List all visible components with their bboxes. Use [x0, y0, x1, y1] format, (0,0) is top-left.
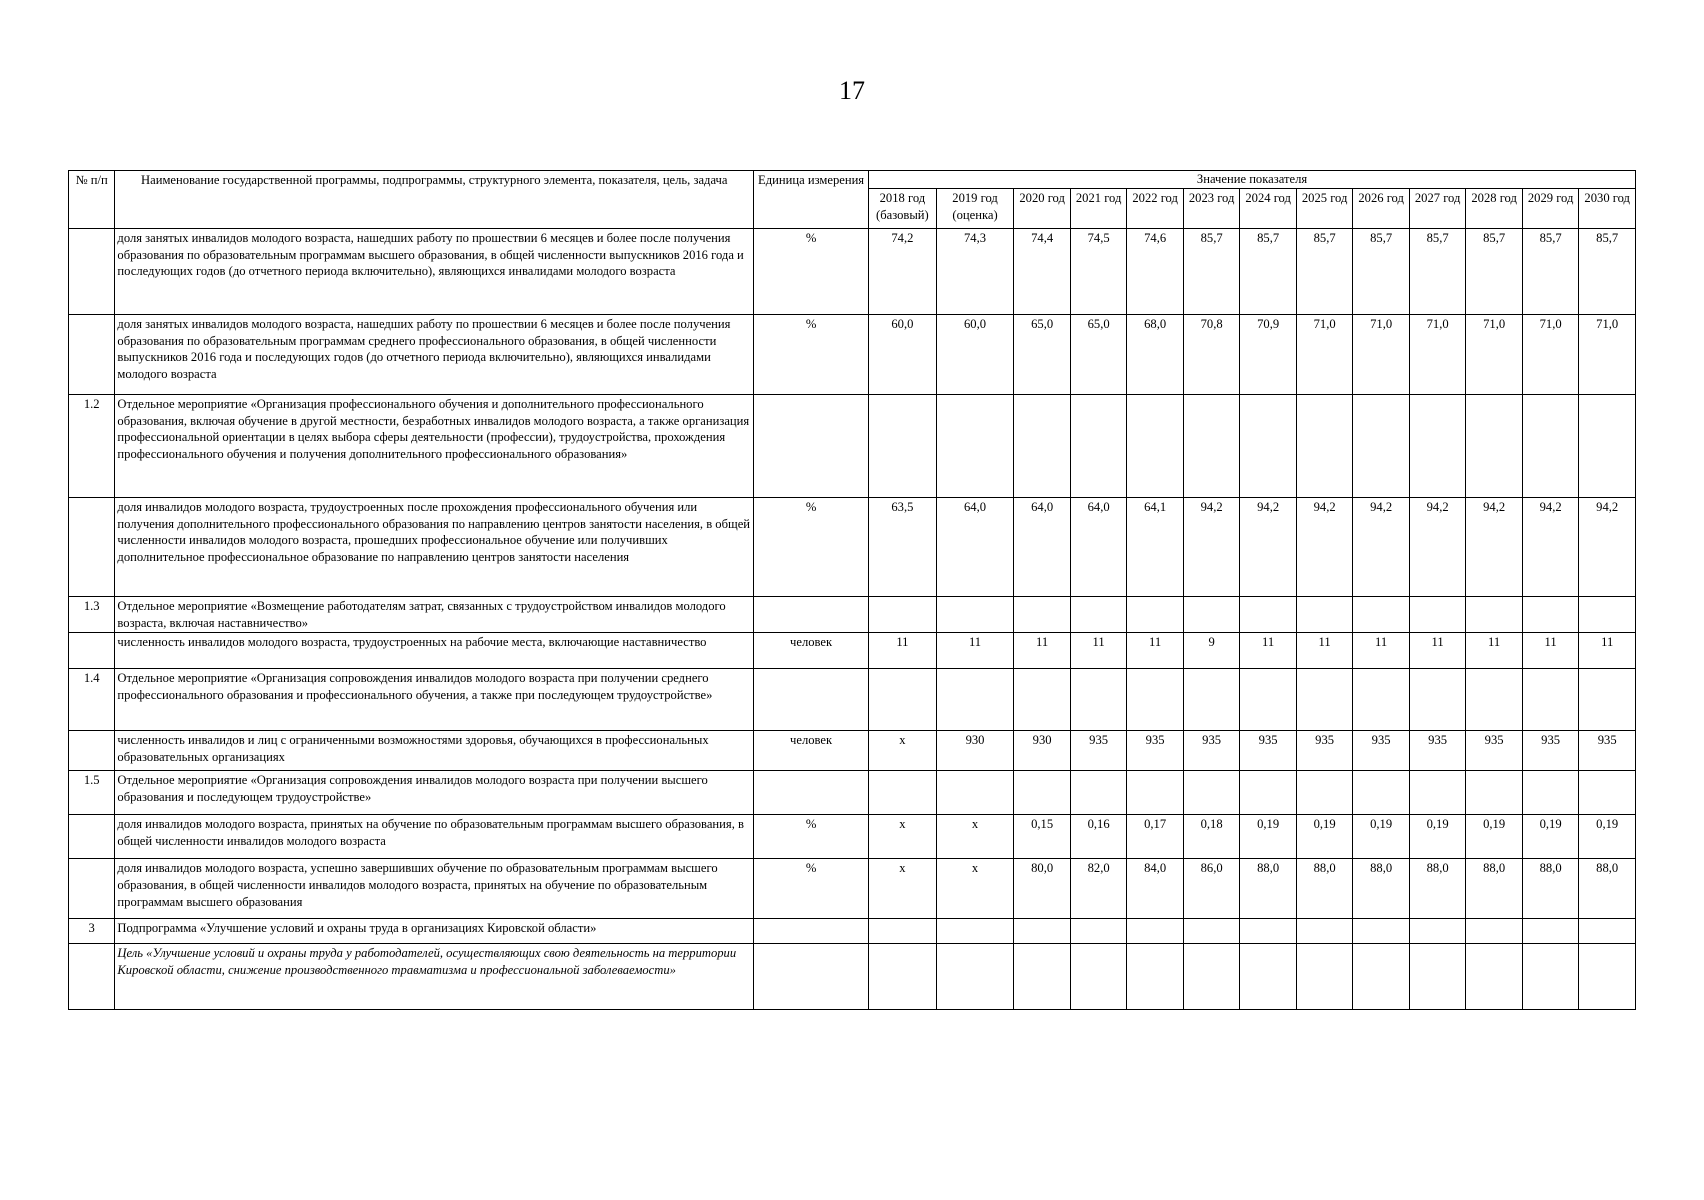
row-value: 70,9: [1240, 315, 1297, 395]
row-value: [1522, 944, 1579, 1010]
row-value: 64,1: [1127, 498, 1184, 597]
header-year: 2018 год (базовый): [869, 189, 937, 229]
row-value: [1014, 669, 1071, 731]
row-value: 82,0: [1070, 859, 1127, 919]
row-value: [1353, 771, 1410, 815]
row-value: [1579, 771, 1636, 815]
row-number: [69, 815, 115, 859]
table-row: [69, 771, 1636, 815]
row-value: 0,19: [1240, 815, 1297, 859]
row-number: [69, 498, 115, 597]
row-value: 935: [1409, 731, 1466, 771]
row-value: [1409, 395, 1466, 498]
table-row: [69, 815, 1636, 859]
row-value: 0,17: [1127, 815, 1184, 859]
table-row: [69, 498, 1636, 597]
row-value: 935: [1466, 731, 1523, 771]
row-value: [1409, 944, 1466, 1010]
table-row: [69, 597, 1636, 633]
header-value-group: Значение показателя: [869, 171, 1636, 189]
row-value: [1296, 395, 1353, 498]
row-value: 88,0: [1240, 859, 1297, 919]
row-value: [869, 597, 937, 633]
table-row: [69, 395, 1636, 498]
row-value: x: [869, 731, 937, 771]
table-row: [69, 944, 1636, 1010]
row-value: 0,15: [1014, 815, 1071, 859]
row-number: [69, 731, 115, 771]
row-value: 88,0: [1522, 859, 1579, 919]
header-year: 2022 год: [1127, 189, 1184, 229]
row-value: [1014, 395, 1071, 498]
row-value: [1240, 771, 1297, 815]
row-number: 1.2: [69, 395, 115, 498]
row-value: 85,7: [1522, 229, 1579, 315]
row-unit: [754, 395, 869, 498]
row-value: [1466, 944, 1523, 1010]
row-value: 74,4: [1014, 229, 1071, 315]
row-value: 85,7: [1353, 229, 1410, 315]
row-value: 88,0: [1409, 859, 1466, 919]
table-header: [69, 171, 1636, 229]
row-value: 74,6: [1127, 229, 1184, 315]
row-name: Отдельное мероприятие «Возмещение работодателям затрат, связанных с трудоустройством инвалидов молодого возраста, включая наставничество»: [115, 597, 754, 633]
row-value: [1296, 597, 1353, 633]
row-value: [1127, 771, 1184, 815]
row-value: 0,19: [1466, 815, 1523, 859]
row-value: 71,0: [1466, 315, 1523, 395]
header-unit: Единица измерения: [754, 171, 869, 229]
row-value: [1522, 597, 1579, 633]
row-value: [1579, 944, 1636, 1010]
table-body: [69, 229, 1636, 1010]
row-value: 85,7: [1240, 229, 1297, 315]
row-value: 0,19: [1522, 815, 1579, 859]
row-value: 0,19: [1353, 815, 1410, 859]
row-value: 11: [1240, 633, 1297, 669]
row-value: [1127, 919, 1184, 944]
row-value: 11: [1522, 633, 1579, 669]
row-value: [1579, 669, 1636, 731]
header-year: 2024 год: [1240, 189, 1297, 229]
row-value: [1522, 771, 1579, 815]
row-value: 64,0: [1070, 498, 1127, 597]
row-value: [1014, 597, 1071, 633]
row-unit: [754, 669, 869, 731]
row-value: 11: [1409, 633, 1466, 669]
row-value: [936, 919, 1014, 944]
row-value: 11: [1353, 633, 1410, 669]
row-value: [1353, 597, 1410, 633]
row-value: [1409, 771, 1466, 815]
row-value: 11: [1296, 633, 1353, 669]
table-row: [69, 315, 1636, 395]
row-value: [1183, 944, 1240, 1010]
row-name: Отдельное мероприятие «Организация сопровождения инвалидов молодого возраста при получении среднего профессионального образования и профессионального обучения, а также при последующем трудоустройстве»: [115, 669, 754, 731]
row-value: [1070, 669, 1127, 731]
row-value: 64,0: [936, 498, 1014, 597]
row-value: [869, 771, 937, 815]
row-value: 11: [869, 633, 937, 669]
row-value: 63,5: [869, 498, 937, 597]
row-value: [936, 395, 1014, 498]
row-value: 85,7: [1409, 229, 1466, 315]
row-value: [1127, 669, 1184, 731]
row-value: [869, 944, 937, 1010]
header-year: 2019 год (оценка): [936, 189, 1014, 229]
row-value: [1409, 597, 1466, 633]
row-value: 71,0: [1353, 315, 1410, 395]
row-value: [1070, 771, 1127, 815]
row-value: 11: [936, 633, 1014, 669]
row-value: 85,7: [1183, 229, 1240, 315]
row-value: [1296, 919, 1353, 944]
row-value: 64,0: [1014, 498, 1071, 597]
row-value: 935: [1183, 731, 1240, 771]
row-value: 94,2: [1522, 498, 1579, 597]
row-number: 3: [69, 919, 115, 944]
row-name: доля инвалидов молодого возраста, принятых на обучение по образовательным программам высшего образования, в общей численности инвалидов молодого возраста: [115, 815, 754, 859]
row-name: Отдельное мероприятие «Организация сопровождения инвалидов молодого возраста при получении высшего образования и последующем трудоустройстве»: [115, 771, 754, 815]
row-value: [1240, 395, 1297, 498]
row-value: [1353, 919, 1410, 944]
row-value: 88,0: [1579, 859, 1636, 919]
row-value: [1522, 395, 1579, 498]
row-value: [1014, 771, 1071, 815]
row-value: [1183, 919, 1240, 944]
row-value: x: [936, 859, 1014, 919]
header-year: 2029 год: [1522, 189, 1579, 229]
row-number: [69, 229, 115, 315]
row-value: 94,2: [1409, 498, 1466, 597]
row-value: [1240, 944, 1297, 1010]
row-value: 11: [1466, 633, 1523, 669]
header-year: 2020 год: [1014, 189, 1071, 229]
row-name: численность инвалидов и лиц с ограниченными возможностями здоровья, обучающихся в профессиональных образовательных организациях: [115, 731, 754, 771]
row-value: [1070, 919, 1127, 944]
row-value: 0,16: [1070, 815, 1127, 859]
row-name: численность инвалидов молодого возраста, трудоустроенных на рабочие места, включающие наставничество: [115, 633, 754, 669]
header-year: 2026 год: [1353, 189, 1410, 229]
row-value: [936, 669, 1014, 731]
header-year: 2030 год: [1579, 189, 1636, 229]
row-value: [1579, 597, 1636, 633]
row-value: 935: [1070, 731, 1127, 771]
row-value: [1070, 944, 1127, 1010]
row-value: 0,19: [1296, 815, 1353, 859]
header-name: Наименование государственной программы, подпрограммы, структурного элемента, показателя, цель, задача: [115, 171, 754, 229]
row-value: x: [869, 859, 937, 919]
row-value: 935: [1353, 731, 1410, 771]
row-value: 94,2: [1296, 498, 1353, 597]
row-number: 1.4: [69, 669, 115, 731]
page-number: 17: [839, 76, 865, 105]
row-value: 0,19: [1409, 815, 1466, 859]
header-number: № п/п: [69, 171, 115, 229]
row-value: [1127, 395, 1184, 498]
row-name: Цель «Улучшение условий и охраны труда у работодателей, осуществляющих свою деятельность на территории Кировской области, снижение производственного травматизма и профессиональной заболеваемости»: [115, 944, 754, 1010]
row-value: 60,0: [936, 315, 1014, 395]
row-value: [1183, 771, 1240, 815]
row-value: [1183, 597, 1240, 633]
row-value: [1296, 771, 1353, 815]
row-value: 935: [1522, 731, 1579, 771]
row-value: 68,0: [1127, 315, 1184, 395]
row-value: 94,2: [1579, 498, 1636, 597]
row-value: 80,0: [1014, 859, 1071, 919]
row-value: [1353, 669, 1410, 731]
table-row: [69, 633, 1636, 669]
row-value: 74,5: [1070, 229, 1127, 315]
row-value: 11: [1070, 633, 1127, 669]
row-value: [1466, 919, 1523, 944]
table-row: [69, 919, 1636, 944]
row-value: 11: [1014, 633, 1071, 669]
row-value: [1070, 395, 1127, 498]
row-value: 94,2: [1240, 498, 1297, 597]
row-unit: человек: [754, 731, 869, 771]
row-value: 71,0: [1296, 315, 1353, 395]
row-value: [1466, 597, 1523, 633]
row-value: [936, 597, 1014, 633]
row-value: [1183, 395, 1240, 498]
row-value: 935: [1296, 731, 1353, 771]
row-value: 85,7: [1296, 229, 1353, 315]
row-value: 930: [1014, 731, 1071, 771]
row-value: [1070, 597, 1127, 633]
header-year: 2028 год: [1466, 189, 1523, 229]
row-value: 0,18: [1183, 815, 1240, 859]
row-value: 70,8: [1183, 315, 1240, 395]
row-value: [869, 669, 937, 731]
row-value: [1296, 944, 1353, 1010]
row-value: 88,0: [1466, 859, 1523, 919]
row-name: Отдельное мероприятие «Организация профессионального обучения и дополнительного профессионального образования, включая обучение в другой местности, безработных инвалидов молодого возраста, а также организация профессиональной ориентации в целях выбора сферы деятельности (профессии), трудоустройства, прохождения профессионального обучения и получения дополнительного профессионального образования»: [115, 395, 754, 498]
header-year: 2021 год: [1070, 189, 1127, 229]
row-value: 71,0: [1579, 315, 1636, 395]
row-value: [869, 395, 937, 498]
header-year: 2025 год: [1296, 189, 1353, 229]
row-value: 85,7: [1579, 229, 1636, 315]
row-value: 935: [1127, 731, 1184, 771]
row-value: 9: [1183, 633, 1240, 669]
row-value: [1522, 919, 1579, 944]
row-value: x: [936, 815, 1014, 859]
row-value: 71,0: [1409, 315, 1466, 395]
row-unit: [754, 919, 869, 944]
row-name: доля инвалидов молодого возраста, успешно завершивших обучение по образовательным программам высшего образования, в общей численности инвалидов молодого возраста, принятых на обучение по образовательным программам высшего образования: [115, 859, 754, 919]
row-value: 74,3: [936, 229, 1014, 315]
row-value: 935: [1579, 731, 1636, 771]
table-row: [69, 731, 1636, 771]
row-value: 94,2: [1466, 498, 1523, 597]
row-value: 84,0: [1127, 859, 1184, 919]
row-value: 930: [936, 731, 1014, 771]
row-unit: %: [754, 229, 869, 315]
row-value: [1466, 771, 1523, 815]
row-value: [1353, 944, 1410, 1010]
row-value: [1579, 395, 1636, 498]
row-value: [1409, 669, 1466, 731]
row-value: 11: [1579, 633, 1636, 669]
row-name: доля инвалидов молодого возраста, трудоустроенных после прохождения профессионального обучения или получения дополнительного профессионального образования по направлению центров занятости населения, в общей численности инвалидов молодого возраста, прошедших профессиональное обучение или получивших дополнительное профессиональное образование по направлению центров занятости населения: [115, 498, 754, 597]
row-value: [1466, 395, 1523, 498]
row-unit: [754, 771, 869, 815]
row-value: 74,2: [869, 229, 937, 315]
row-value: 94,2: [1183, 498, 1240, 597]
row-name: доля занятых инвалидов молодого возраста, нашедших работу по прошествии 6 месяцев и более после получения образования по образовательным программам среднего профессионального образования, в общей численности выпускников 2016 года и последующих годов (до отчетного периода включительно), являющихся инвалидами молодого возраста: [115, 315, 754, 395]
row-number: 1.3: [69, 597, 115, 633]
row-value: [1183, 669, 1240, 731]
row-value: 88,0: [1353, 859, 1410, 919]
row-value: 94,2: [1353, 498, 1410, 597]
row-value: 65,0: [1014, 315, 1071, 395]
indicators-table: [68, 170, 1636, 1010]
header-year: 2027 год: [1409, 189, 1466, 229]
row-value: [1240, 597, 1297, 633]
row-value: [1522, 669, 1579, 731]
row-number: [69, 633, 115, 669]
row-value: [1579, 919, 1636, 944]
row-unit: человек: [754, 633, 869, 669]
row-number: [69, 315, 115, 395]
row-value: 11: [1127, 633, 1184, 669]
row-value: 85,7: [1466, 229, 1523, 315]
row-unit: %: [754, 315, 869, 395]
table-row: [69, 229, 1636, 315]
row-name: Подпрограмма «Улучшение условий и охраны труда в организациях Кировской области»: [115, 919, 754, 944]
row-value: 65,0: [1070, 315, 1127, 395]
row-value: [1014, 944, 1071, 1010]
row-value: [1409, 919, 1466, 944]
row-value: 86,0: [1183, 859, 1240, 919]
row-value: [869, 919, 937, 944]
row-unit: [754, 944, 869, 1010]
row-unit: [754, 597, 869, 633]
row-value: [1127, 597, 1184, 633]
row-value: [1240, 919, 1297, 944]
row-value: 88,0: [1296, 859, 1353, 919]
row-value: [1466, 669, 1523, 731]
row-value: 60,0: [869, 315, 937, 395]
row-value: 71,0: [1522, 315, 1579, 395]
row-value: [1296, 669, 1353, 731]
row-name: доля занятых инвалидов молодого возраста, нашедших работу по прошествии 6 месяцев и более после получения образования по образовательным программам высшего образования, в общей численности выпускников 2016 года и последующих годов (до отчетного периода включительно), являющихся инвалидами молодого возраста: [115, 229, 754, 315]
row-number: [69, 859, 115, 919]
row-unit: %: [754, 859, 869, 919]
row-number: 1.5: [69, 771, 115, 815]
table-row: [69, 669, 1636, 731]
row-value: 935: [1240, 731, 1297, 771]
row-value: [1240, 669, 1297, 731]
row-number: [69, 944, 115, 1010]
row-value: [936, 944, 1014, 1010]
row-value: 0,19: [1579, 815, 1636, 859]
row-unit: %: [754, 498, 869, 597]
row-value: [936, 771, 1014, 815]
row-value: [1127, 944, 1184, 1010]
row-value: [1014, 919, 1071, 944]
row-unit: %: [754, 815, 869, 859]
table-row: [69, 859, 1636, 919]
row-value: x: [869, 815, 937, 859]
row-value: [1353, 395, 1410, 498]
header-year: 2023 год: [1183, 189, 1240, 229]
